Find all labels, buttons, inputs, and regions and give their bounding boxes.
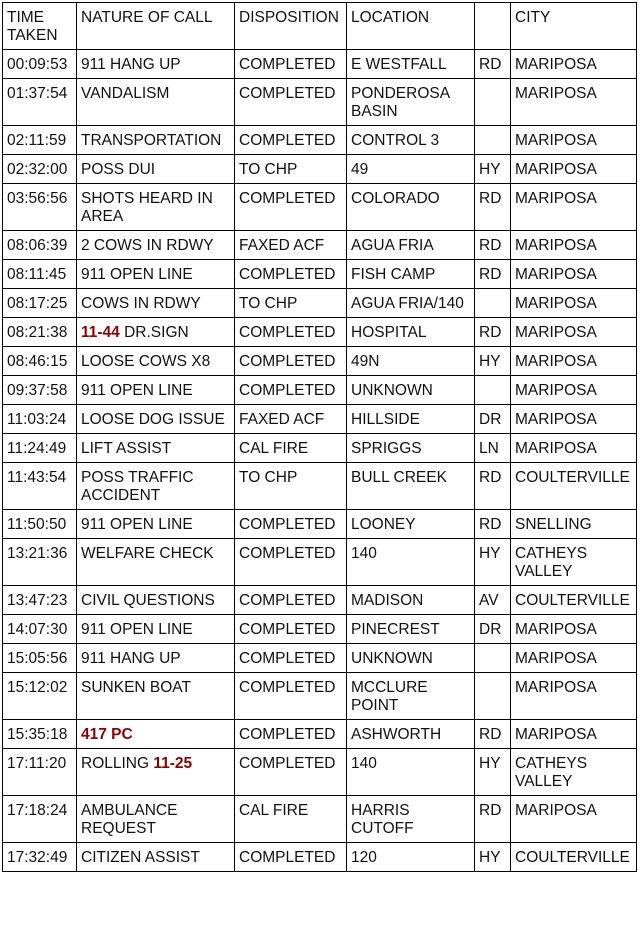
location-cell: E WESTFALL [347,50,475,79]
disposition-cell: FAXED ACF [235,405,347,434]
disposition-cell: COMPLETED [235,260,347,289]
disposition-cell: COMPLETED [235,644,347,673]
location-cell: PONDEROSA BASIN [347,79,475,126]
city-cell: MARIPOSA [511,376,637,405]
location-cell: UNKNOWN [347,376,475,405]
city-cell: MARIPOSA [511,79,637,126]
location-cell: CONTROL 3 [347,126,475,155]
table-row [3,260,637,289]
nature-of-call-cell [77,184,235,231]
disposition-cell: COMPLETED [235,539,347,586]
city-cell: MARIPOSA [511,318,637,347]
call-text: CITIZEN ASSIST [81,849,200,866]
street-suffix-cell: RD [475,50,511,79]
call-text: LOOSE DOG ISSUE [81,411,225,428]
time-taken-cell: 01:37:54 [3,79,77,126]
call-text: 911 HANG UP [81,650,181,667]
city-cell: MARIPOSA [511,126,637,155]
time-taken-cell: 17:32:49 [3,843,77,872]
city-cell: MARIPOSA [511,796,637,843]
nature-of-call-cell [77,434,235,463]
disposition-cell: COMPLETED [235,50,347,79]
disposition-cell: COMPLETED [235,347,347,376]
table-row [3,155,637,184]
city-cell: COULTERVILLE [511,463,637,510]
location-cell: UNKNOWN [347,644,475,673]
location-cell: MADISON [347,586,475,615]
disposition-cell: COMPLETED [235,510,347,539]
time-taken-cell: 08:06:39 [3,231,77,260]
location-cell: SPRIGGS [347,434,475,463]
location-cell: LOONEY [347,510,475,539]
nature-of-call-cell [77,376,235,405]
call-log-body [3,50,637,872]
location-cell: PINECREST [347,615,475,644]
nature-of-call-cell [77,79,235,126]
disposition-cell: COMPLETED [235,184,347,231]
city-cell: MARIPOSA [511,673,637,720]
street-suffix-cell: LN [475,434,511,463]
street-suffix-cell: RD [475,463,511,510]
disposition-cell: COMPLETED [235,749,347,796]
disposition-cell: COMPLETED [235,318,347,347]
street-suffix-cell [475,644,511,673]
city-cell: MARIPOSA [511,289,637,318]
table-row [3,539,637,586]
street-suffix-cell: RD [475,231,511,260]
disposition-cell: COMPLETED [235,376,347,405]
nature-of-call-cell [77,510,235,539]
call-text: VANDALISM [81,85,170,102]
location-cell: 140 [347,749,475,796]
street-suffix-cell: RD [475,510,511,539]
location-cell: FISH CAMP [347,260,475,289]
location-cell: HOSPITAL [347,318,475,347]
call-text: 911 HANG UP [81,56,181,73]
nature-of-call-cell [77,720,235,749]
street-suffix-cell [475,289,511,318]
nature-of-call-cell [77,796,235,843]
nature-of-call-cell [77,463,235,510]
city-cell: CATHEYS VALLEY [511,539,637,586]
street-suffix-cell [475,673,511,720]
disposition-cell: TO CHP [235,155,347,184]
table-row [3,289,637,318]
nature-of-call-cell [77,260,235,289]
header-suffix [475,3,511,50]
table-row [3,644,637,673]
time-taken-cell: 11:50:50 [3,510,77,539]
time-taken-cell: 09:37:58 [3,376,77,405]
street-suffix-cell: AV [475,586,511,615]
time-taken-cell: 14:07:30 [3,615,77,644]
call-text: ROLLING [81,755,154,772]
disposition-cell: TO CHP [235,463,347,510]
city-cell: MARIPOSA [511,260,637,289]
call-code: 11-25 [153,755,193,772]
location-cell: MCCLURE POINT [347,673,475,720]
table-row [3,318,637,347]
city-cell: COULTERVILLE [511,586,637,615]
location-cell: HARRIS CUTOFF [347,796,475,843]
time-taken-cell: 15:05:56 [3,644,77,673]
street-suffix-cell: HY [475,843,511,872]
nature-of-call-cell [77,539,235,586]
time-taken-cell: 15:12:02 [3,673,77,720]
city-cell: COULTERVILLE [511,843,637,872]
header-nature-of-call: NATURE OF CALL [77,3,235,50]
street-suffix-cell: RD [475,720,511,749]
nature-of-call-cell [77,644,235,673]
city-cell: MARIPOSA [511,644,637,673]
disposition-cell: COMPLETED [235,843,347,872]
time-taken-cell: 17:11:20 [3,749,77,796]
call-text: SUNKEN BOAT [81,679,191,696]
nature-of-call-cell [77,615,235,644]
nature-of-call-cell [77,126,235,155]
location-cell: HILLSIDE [347,405,475,434]
table-row [3,463,637,510]
location-cell: 49 [347,155,475,184]
city-cell: MARIPOSA [511,50,637,79]
disposition-cell: COMPLETED [235,126,347,155]
time-taken-cell: 08:11:45 [3,260,77,289]
disposition-cell: TO CHP [235,289,347,318]
disposition-cell: COMPLETED [235,720,347,749]
nature-of-call-cell [77,231,235,260]
time-taken-cell: 11:03:24 [3,405,77,434]
time-taken-cell: 08:17:25 [3,289,77,318]
header-disposition: DISPOSITION [235,3,347,50]
call-code: 417 PC [81,726,133,743]
city-cell: SNELLING [511,510,637,539]
call-text: 911 OPEN LINE [81,516,193,533]
time-taken-cell: 08:21:38 [3,318,77,347]
call-code: 11-44 [81,324,120,341]
header-time-taken: TIME TAKEN [3,3,77,50]
table-row [3,510,637,539]
call-text: 2 COWS IN RDWY [81,237,214,254]
nature-of-call-cell [77,749,235,796]
city-cell: MARIPOSA [511,231,637,260]
location-cell: 120 [347,843,475,872]
city-cell: MARIPOSA [511,405,637,434]
street-suffix-cell [475,126,511,155]
time-taken-cell: 02:11:59 [3,126,77,155]
call-text: CIVIL QUESTIONS [81,592,215,609]
location-cell: AGUA FRIA [347,231,475,260]
call-text: POSS DUI [81,161,156,178]
time-taken-cell: 15:35:18 [3,720,77,749]
call-text: 911 OPEN LINE [81,621,193,638]
street-suffix-cell: HY [475,155,511,184]
time-taken-cell: 03:56:56 [3,184,77,231]
table-row [3,405,637,434]
disposition-cell: COMPLETED [235,79,347,126]
nature-of-call-cell [77,843,235,872]
time-taken-cell: 17:18:24 [3,796,77,843]
call-text: LIFT ASSIST [81,440,172,457]
call-text: SHOTS HEARD IN AREA [81,190,213,225]
nature-of-call-cell [77,405,235,434]
street-suffix-cell: DR [475,405,511,434]
table-row [3,615,637,644]
table-row [3,347,637,376]
call-text: LOOSE COWS X8 [81,353,211,370]
time-taken-cell: 02:32:00 [3,155,77,184]
call-text: WELFARE CHECK [81,545,214,562]
disposition-cell: FAXED ACF [235,231,347,260]
disposition-cell: CAL FIRE [235,434,347,463]
disposition-cell: COMPLETED [235,615,347,644]
street-suffix-cell: HY [475,347,511,376]
table-row [3,184,637,231]
disposition-cell: COMPLETED [235,586,347,615]
street-suffix-cell: DR [475,615,511,644]
street-suffix-cell: HY [475,749,511,796]
table-row [3,796,637,843]
call-text: COWS IN RDWY [81,295,201,312]
table-row [3,434,637,463]
nature-of-call-cell [77,50,235,79]
nature-of-call-cell [77,673,235,720]
call-text: DR.SIGN [119,324,189,341]
header-city: CITY [511,3,637,50]
city-cell: MARIPOSA [511,615,637,644]
street-suffix-cell [475,376,511,405]
location-cell: COLORADO [347,184,475,231]
call-text: TRANSPORTATION [81,132,222,149]
table-row [3,673,637,720]
nature-of-call-cell [77,318,235,347]
header-row [3,3,637,50]
nature-of-call-cell [77,289,235,318]
location-cell: AGUA FRIA/140 [347,289,475,318]
street-suffix-cell: RD [475,318,511,347]
city-cell: MARIPOSA [511,434,637,463]
call-text: 911 OPEN LINE [81,266,193,283]
table-row [3,376,637,405]
header-location: LOCATION [347,3,475,50]
table-row [3,720,637,749]
location-cell: ASHWORTH [347,720,475,749]
call-text: POSS TRAFFIC ACCIDENT [81,469,194,504]
street-suffix-cell: RD [475,260,511,289]
time-taken-cell: 08:46:15 [3,347,77,376]
location-cell: BULL CREEK [347,463,475,510]
call-text: 911 OPEN LINE [81,382,193,399]
city-cell: MARIPOSA [511,184,637,231]
nature-of-call-cell [77,347,235,376]
table-row [3,126,637,155]
location-cell: 49N [347,347,475,376]
table-row [3,50,637,79]
table-row [3,231,637,260]
street-suffix-cell [475,79,511,126]
street-suffix-cell: RD [475,796,511,843]
nature-of-call-cell [77,155,235,184]
time-taken-cell: 13:21:36 [3,539,77,586]
nature-of-call-cell [77,586,235,615]
table-row [3,749,637,796]
time-taken-cell: 11:24:49 [3,434,77,463]
city-cell: MARIPOSA [511,347,637,376]
table-row [3,586,637,615]
table-row [3,79,637,126]
city-cell: MARIPOSA [511,720,637,749]
disposition-cell: COMPLETED [235,673,347,720]
time-taken-cell: 13:47:23 [3,586,77,615]
street-suffix-cell: RD [475,184,511,231]
street-suffix-cell: HY [475,539,511,586]
disposition-cell: CAL FIRE [235,796,347,843]
city-cell: CATHEYS VALLEY [511,749,637,796]
time-taken-cell: 11:43:54 [3,463,77,510]
city-cell: MARIPOSA [511,155,637,184]
location-cell: 140 [347,539,475,586]
time-taken-cell: 00:09:53 [3,50,77,79]
call-text: AMBULANCE REQUEST [81,802,178,837]
call-log-table [2,2,637,872]
table-row [3,843,637,872]
